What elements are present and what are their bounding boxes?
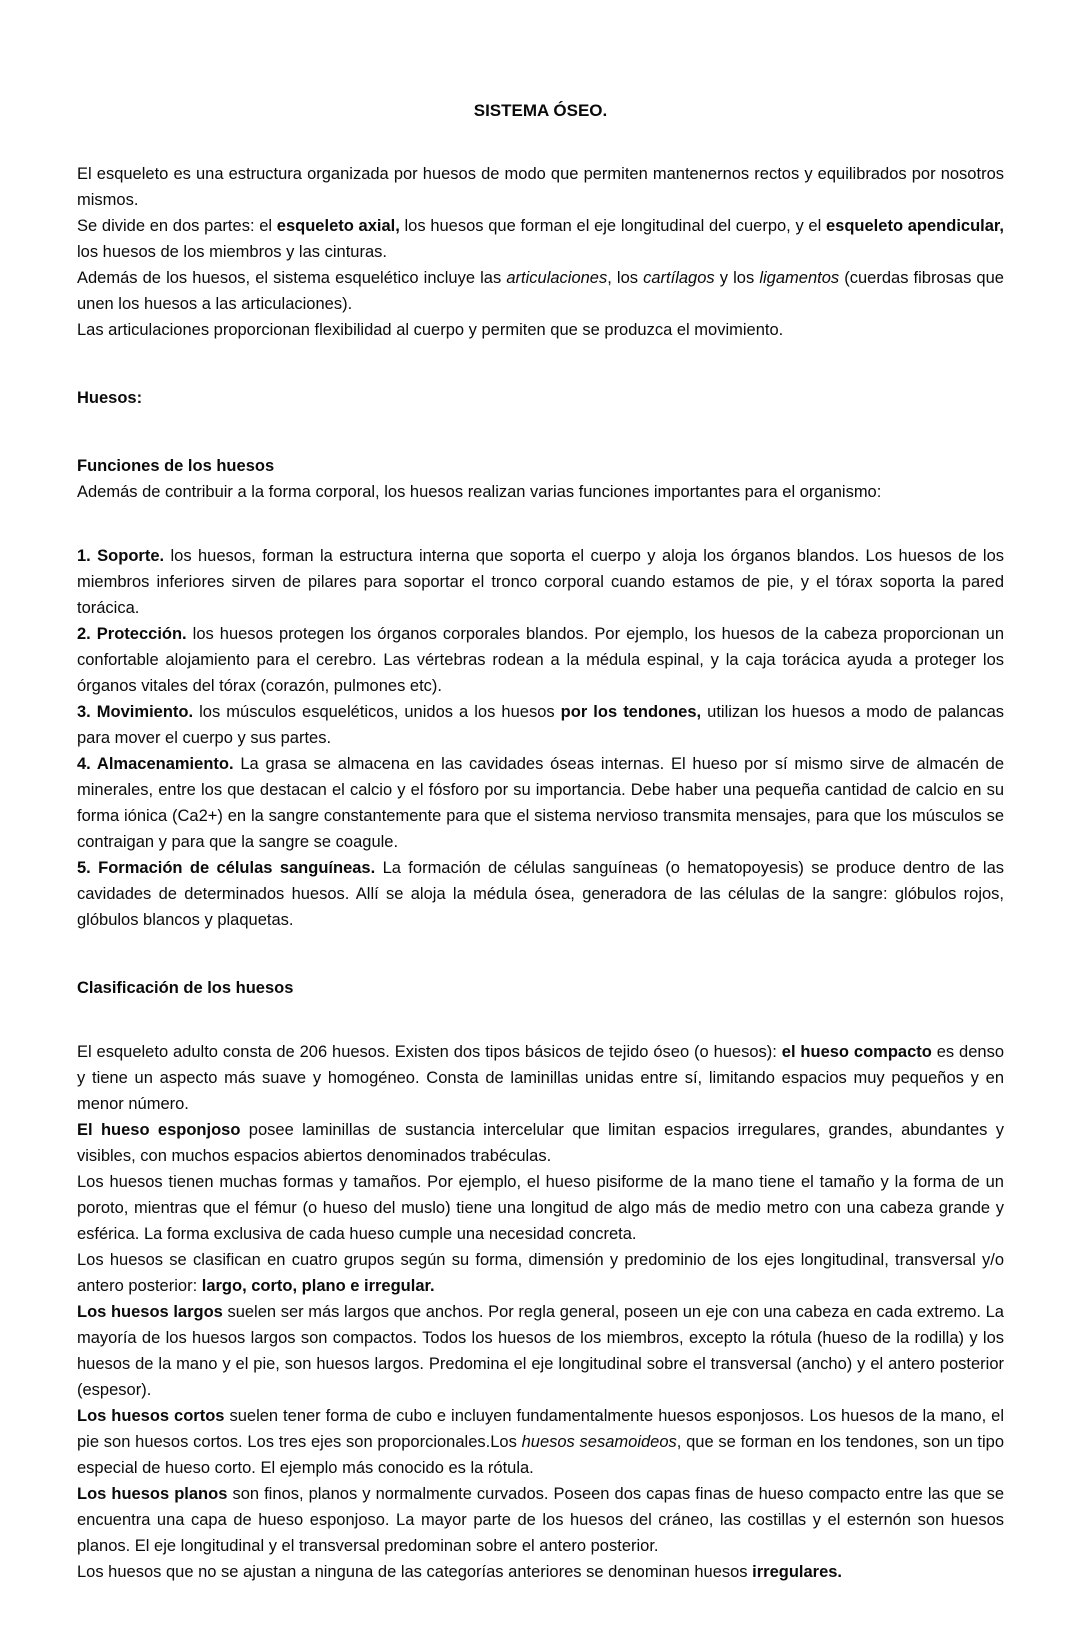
text-run: La grasa se almacena en las cavidades óseas internas. El hueso por sí mismo sirve de almacén de minerales, entre los que destacan el calcio y el fósforo por su importancia. Debe haber una pequeña cantidad de calcio en su forma iónica (Ca2+) en la sangre constantemente para que el sistema nervioso transmita mensajes, para que los músculos se contraigan y para que la sangre se coagule. (77, 755, 1004, 851)
text-run: Las articulaciones proporcionan flexibilidad al cuerpo y permiten que se produzca el movimiento. (77, 321, 784, 339)
text-run: 5. Formación de células sanguíneas. (77, 859, 376, 877)
text-run: articulaciones (506, 269, 608, 287)
text-run: esqueleto axial, (276, 217, 400, 235)
text-run: utilizan los huesos a modo de palancas para mover el cuerpo y sus partes. (77, 703, 1004, 747)
paragraph-funcion-movimiento (77, 699, 1004, 751)
text-run: Se divide en dos partes: el (77, 217, 277, 235)
text-run: El hueso esponjoso (77, 1121, 241, 1139)
text-run: Los huesos se clasifican en cuatro grupos según su forma, dimensión y predominio de los ejes longitudinal, transversal y/o antero posterior: (77, 1251, 1004, 1295)
document-title (77, 98, 1004, 124)
text-run: La formación de células sanguíneas (o hematopoyesis) se produce dentro de las cavidades de determinados huesos. Allí se aloja la médula ósea, generadora de las células de la sangre: glóbulos rojos, glóbulos blancos y plaquetas. (77, 859, 1004, 929)
section-heading-clasificacion (77, 975, 1004, 1001)
text-run: los huesos que forman el eje longitudinal del cuerpo, y el (399, 217, 826, 235)
paragraph-huesos-planos (77, 1481, 1004, 1559)
paragraph-cuatro-grupos (77, 1247, 1004, 1299)
text-run: posee laminillas de sustancia intercelular que limitan espacios irregulares, grandes, abundantes y visibles, con muchos espacios abiertos denominados trabéculas. (77, 1121, 1005, 1165)
paragraph-funcion-proteccion (77, 621, 1004, 699)
text-run: El esqueleto adulto consta de 206 huesos. Existen dos tipos básicos de tejido óseo (o huesos): (77, 1043, 782, 1061)
paragraph-huesos-cortos (77, 1403, 1004, 1481)
text-run: Además de contribuir a la forma corporal, los huesos realizan varias funciones importantes para el organismo: (77, 483, 882, 501)
text-run: irregulares. (752, 1563, 843, 1581)
text-run: Los huesos que no se ajustan a ninguna de las categorías anteriores se denominan huesos (77, 1563, 753, 1581)
text-run: 2. Protección. (77, 625, 187, 643)
paragraph-funcion-formacion-celulas (77, 855, 1004, 933)
text-run: son finos, planos y normalmente curvados. Poseen dos capas finas de hueso compacto entre las que se encuentra una capa de hueso esponjoso. La mayor parte de los huesos del cráneo, las costillas y el esternón son huesos planos. El eje longitudinal y el transversal predominan sobre el antero posterior. (77, 1485, 1004, 1555)
text-run: y los (714, 269, 760, 287)
text-run: el hueso compacto (781, 1043, 932, 1061)
paragraph-esqueleto-intro (77, 161, 1004, 213)
text-run: , los (607, 269, 644, 287)
paragraph-funcion-almacenamiento (77, 751, 1004, 855)
paragraph-huesos-irregulares (77, 1559, 1004, 1585)
text-run: Los huesos largos (77, 1303, 223, 1321)
text-run: suelen ser más largos que anchos. Por regla general, poseen un eje con una cabeza en cada extremo. La mayoría de los huesos largos son compactos. Todos los huesos de los miembros, excepto la rótula (hueso de la rodilla) y los huesos de la mano y el pie, son huesos largos. Predomina el eje longitudinal sobre el transversal (ancho) y el antero posterior (espesor). (77, 1303, 1004, 1399)
text-run: largo, corto, plano e irregular. (201, 1277, 435, 1295)
text-run: Clasificación de los huesos (77, 979, 294, 997)
text-run: Los huesos cortos (77, 1407, 225, 1425)
paragraph-hueso-esponjoso (77, 1117, 1004, 1169)
text-run: El esqueleto es una estructura organizada por huesos de modo que permiten mantenernos rectos y equilibrados por nosotros mismos. (77, 165, 1004, 209)
text-run: Huesos: (77, 389, 143, 407)
paragraph-division-esqueleto (77, 213, 1004, 265)
text-run: Los huesos tienen muchas formas y tamaños. Por ejemplo, el hueso pisiforme de la mano tiene el tamaño y la forma de un poroto, mientras que el fémur (o hueso del muslo) tiene una longitud de algo más de medio metro con una cabeza grande y esférica. La forma exclusiva de cada hueso cumple una necesidad concreta. (77, 1173, 1004, 1243)
text-run: huesos sesamoideos (521, 1433, 677, 1451)
paragraph-huesos-largos (77, 1299, 1004, 1403)
text-run: es denso y tiene un aspecto más suave y homogéneo. Consta de laminillas unidas entre sí, limitando espacios muy pequeños y en menor número. (77, 1043, 1004, 1113)
text-run: 4. Almacenamiento. (77, 755, 234, 773)
text-run: Los huesos planos (77, 1485, 228, 1503)
text-run: los músculos esqueléticos, unidos a los huesos (193, 703, 561, 721)
paragraph-hueso-compacto (77, 1039, 1004, 1117)
text-run: cartílagos (643, 269, 715, 287)
text-run: Además de los huesos, el sistema esquelético incluye las (77, 269, 507, 287)
text-run: , que se forman en los tendones, son un tipo especial de hueso corto. El ejemplo más conocido es la rótula. (77, 1433, 1004, 1477)
text-run: suelen tener forma de cubo e incluyen fundamentalmente huesos esponjosos. Los huesos de la mano, el pie son huesos cortos. Los tres ejes son proporcionales.Los (77, 1407, 1004, 1451)
paragraph-funcion-soporte (77, 543, 1004, 621)
text-run: los huesos de los miembros y las cinturas. (77, 243, 387, 261)
section-heading-huesos (77, 385, 1004, 411)
text-run: (cuerdas fibrosas que unen los huesos a las articulaciones). (77, 269, 1004, 313)
text-run: Funciones de los huesos (77, 457, 275, 475)
paragraph-articulaciones (77, 317, 1004, 343)
paragraph-componentes-sistema (77, 265, 1004, 317)
text-run: esqueleto apendicular, (826, 217, 1005, 235)
paragraph-formas-tamanos (77, 1169, 1004, 1247)
text-run: 1. Soporte. (77, 547, 165, 565)
text-run: 3. Movimiento. (77, 703, 194, 721)
paragraph-funciones-intro (77, 479, 1004, 505)
text-run: por los tendones, (560, 703, 702, 721)
text-run: ligamentos (759, 269, 840, 287)
text-run: los huesos protegen los órganos corporales blandos. Por ejemplo, los huesos de la cabeza proporcionan un confortable alojamiento para el cerebro. Las vértebras rodean a la médula espinal, y la caja torácica ayuda a proteger los órganos vitales del tórax (corazón, pulmones etc). (77, 625, 1004, 695)
text-run: los huesos, forman la estructura interna que soporta el cuerpo y aloja los órganos blandos. Los huesos de los miembros inferiores sirven de pilares para soportar el tronco corporal cuando estamos de pie, y el tórax soporta la pared torácica. (77, 547, 1004, 617)
section-heading-funciones (77, 453, 1004, 479)
text-run: SISTEMA ÓSEO. (473, 101, 608, 120)
